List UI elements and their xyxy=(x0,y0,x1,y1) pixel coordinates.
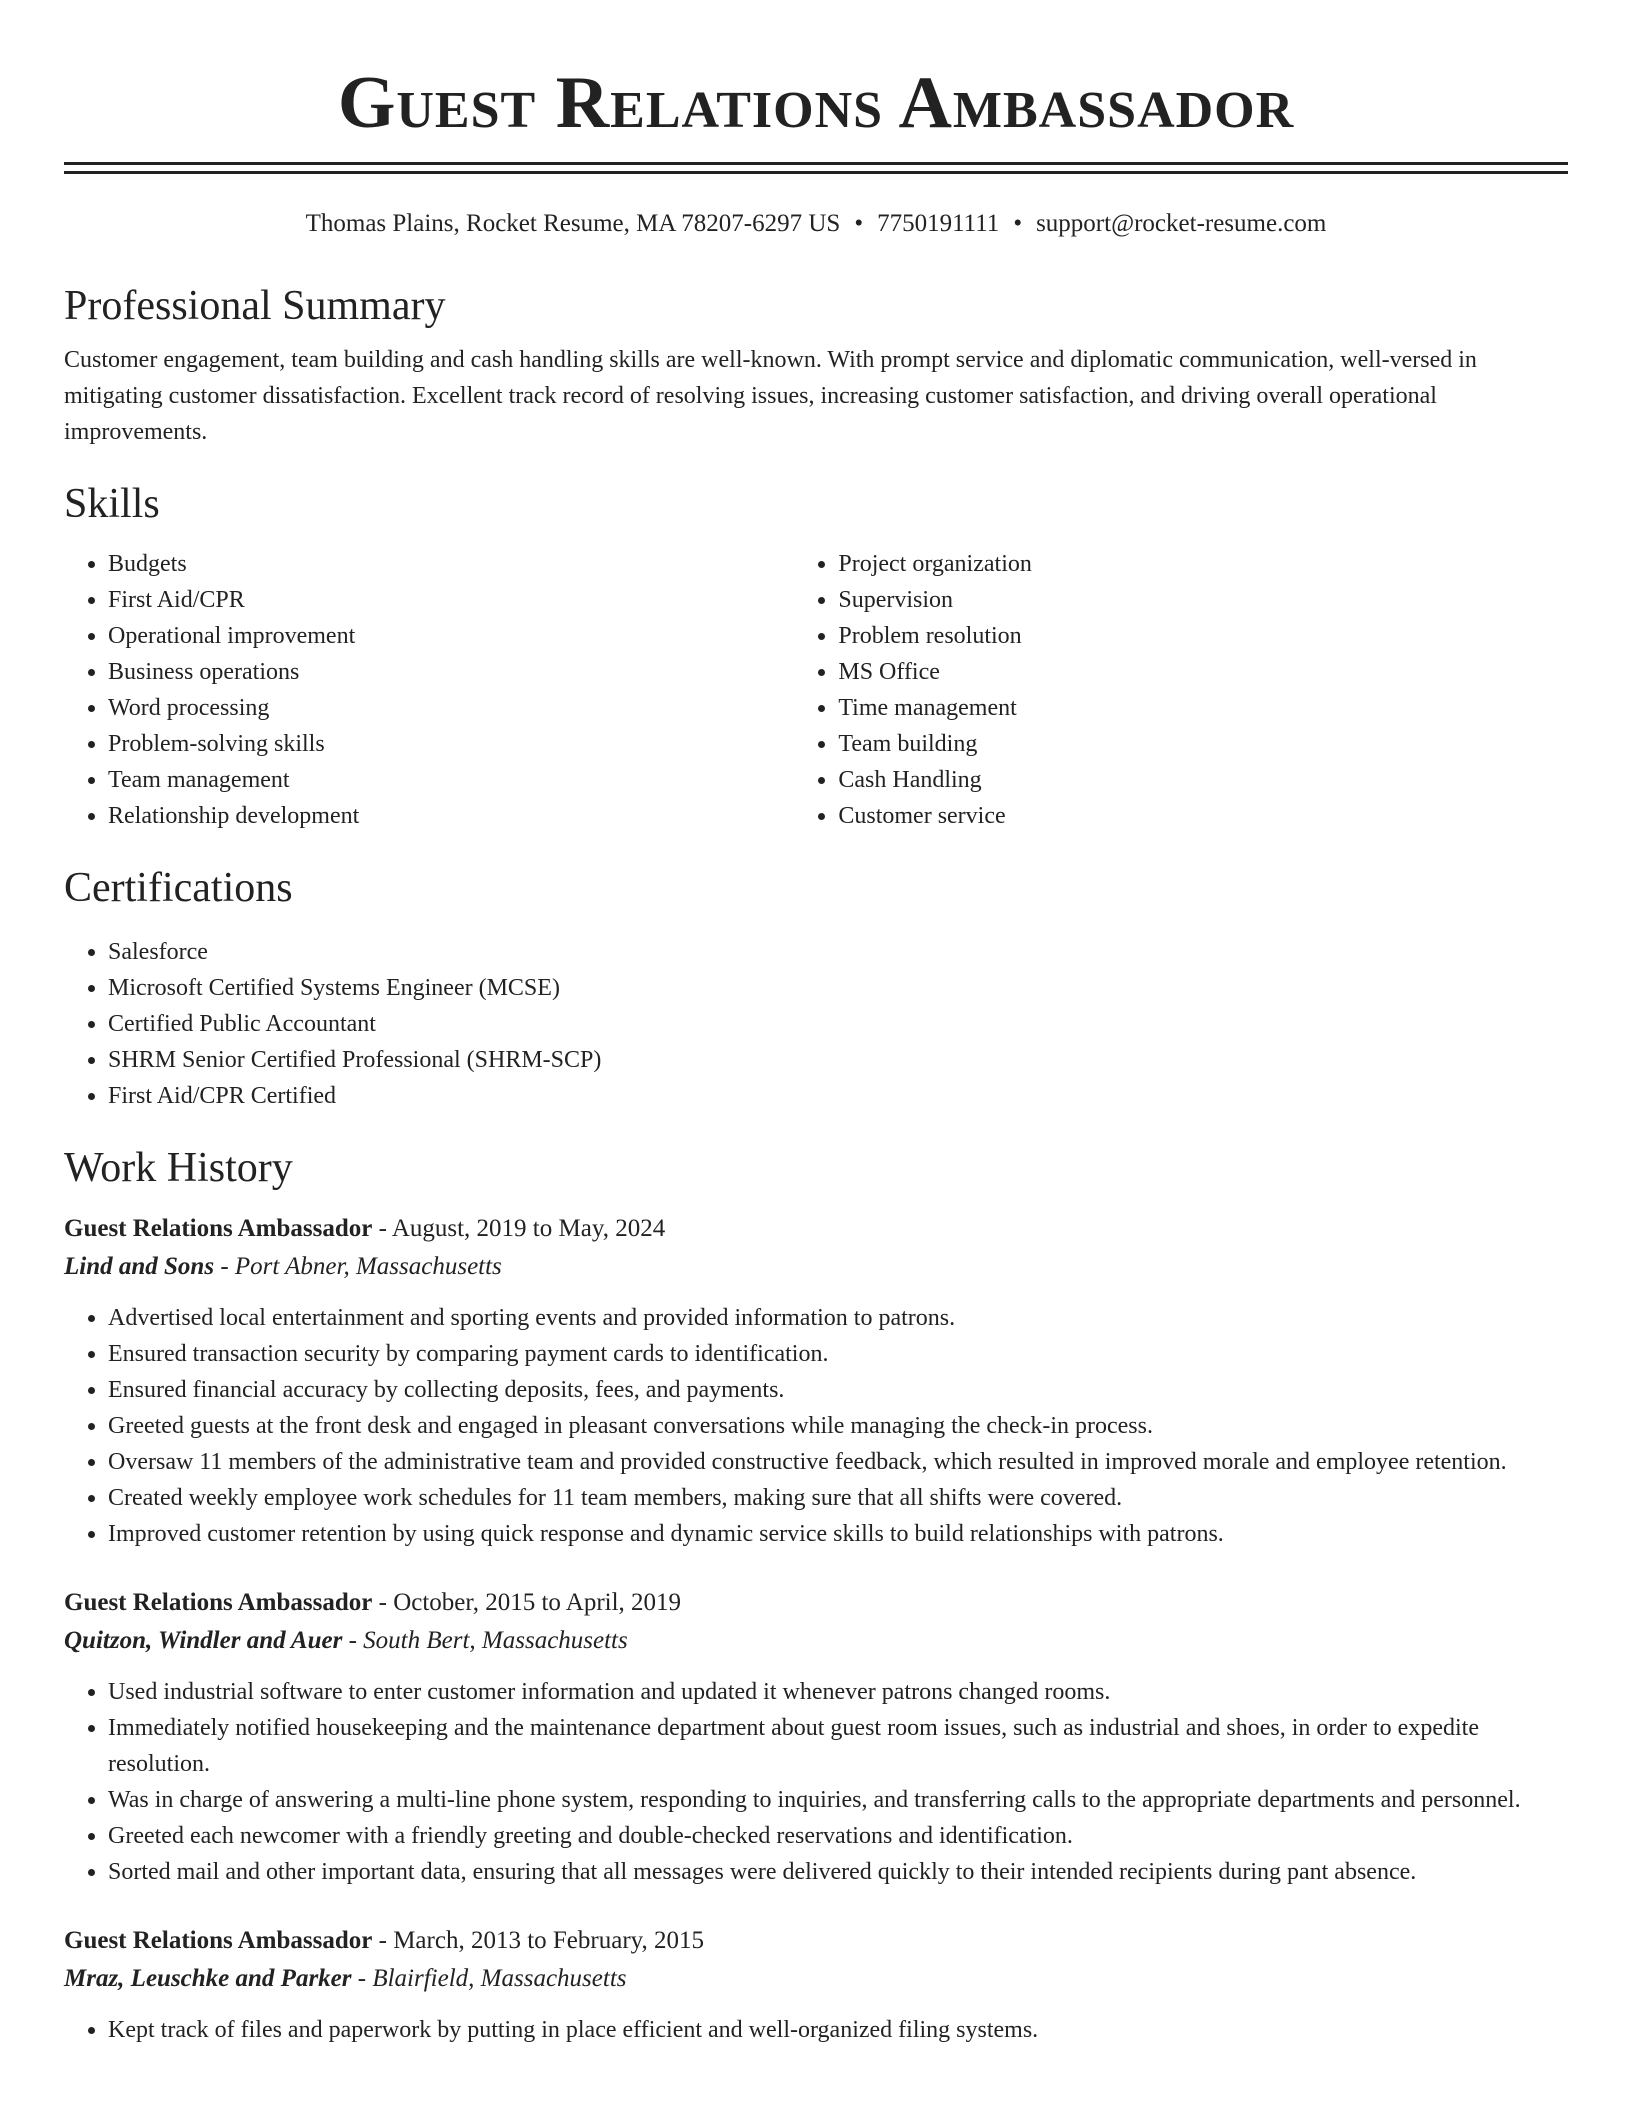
job-bullet: • Ensured transaction security by comparing payment cards to identification. xyxy=(108,1336,1568,1372)
job-bullet: • Used industrial software to enter customer information and updated it whenever patrons changed rooms. xyxy=(108,1674,1568,1710)
skill-item: • Team management xyxy=(108,762,794,798)
certification-item: • Certified Public Accountant xyxy=(108,1006,1568,1042)
job-title-line xyxy=(64,1210,1568,1248)
job-title: Guest Relations Ambassador xyxy=(64,1589,373,1616)
skill-item: • Word processing xyxy=(108,690,794,726)
skill-item: • Relationship development xyxy=(108,798,794,834)
job-bullet: • Advertised local entertainment and sporting events and provided information to patrons. xyxy=(108,1300,1568,1336)
contact-separator: • xyxy=(1013,210,1023,237)
contact-phone: 7750191111 xyxy=(877,210,1000,237)
title-divider-thick xyxy=(64,162,1568,165)
skill-item: • First Aid/CPR xyxy=(108,582,794,618)
work-history-heading: Work History xyxy=(64,1145,293,1191)
certification-item: • SHRM Senior Certified Professional (SHRM-SCP) xyxy=(108,1042,1568,1078)
certification-item: • Salesforce xyxy=(108,934,1568,970)
job-title: Guest Relations Ambassador xyxy=(64,1927,373,1954)
job-company: Quitzon, Windler and Auer xyxy=(64,1627,343,1654)
job-bullets xyxy=(64,1674,1568,1890)
job-dates: - March, 2013 to February, 2015 xyxy=(378,1927,705,1954)
job-title-line xyxy=(64,1922,1568,1960)
job-location: - Port Abner, Massachusetts xyxy=(220,1253,502,1280)
job-entry xyxy=(64,1210,1568,1552)
title-divider-thin xyxy=(64,171,1568,174)
summary-heading: Professional Summary xyxy=(64,283,446,329)
skill-item: • Time management xyxy=(838,690,1568,726)
certification-item: • First Aid/CPR Certified xyxy=(108,1078,1568,1114)
skills-heading: Skills xyxy=(64,481,160,527)
job-company-line xyxy=(64,1960,1568,1998)
job-company: Mraz, Leuschke and Parker xyxy=(64,1965,352,1992)
summary-section xyxy=(64,280,1568,450)
job-title: Guest Relations Ambassador xyxy=(64,1215,373,1242)
job-bullet: • Was in charge of answering a multi-line phone system, responding to inquiries, and transferring calls to the appropriate departments and personnel. xyxy=(108,1782,1568,1818)
contact-line xyxy=(64,208,1568,240)
skills-section xyxy=(64,478,1568,834)
contact-separator: • xyxy=(854,210,864,237)
job-company-line xyxy=(64,1248,1568,1286)
job-bullet: • Greeted guests at the front desk and engaged in pleasant conversations while managing the check-in process. xyxy=(108,1408,1568,1444)
skill-item: • Team building xyxy=(838,726,1568,762)
skill-item: • Supervision xyxy=(838,582,1568,618)
job-entry xyxy=(64,1584,1568,1890)
skills-grid xyxy=(64,546,1568,834)
job-title-line xyxy=(64,1584,1568,1622)
skills-list-right xyxy=(794,546,1568,834)
job-entry xyxy=(64,1922,1568,2048)
contact-address: Thomas Plains, Rocket Resume, MA 78207-6297 US xyxy=(305,210,841,237)
skill-item: • Customer service xyxy=(838,798,1568,834)
job-dates: - October, 2015 to April, 2019 xyxy=(378,1589,682,1616)
job-company: Lind and Sons xyxy=(64,1253,215,1280)
job-bullets xyxy=(64,1300,1568,1552)
job-bullets xyxy=(64,2012,1568,2048)
certifications-list xyxy=(64,934,1568,1114)
job-location: - Blairfield, Massachusetts xyxy=(357,1965,627,1992)
skill-item: • Budgets xyxy=(108,546,794,582)
work-history-section xyxy=(64,1142,1568,2048)
job-bullet: • Kept track of files and paperwork by putting in place efficient and well-organized filing systems. xyxy=(108,2012,1568,2048)
skill-item: • Project organization xyxy=(838,546,1568,582)
job-dates: - August, 2019 to May, 2024 xyxy=(378,1215,666,1242)
job-bullet: • Oversaw 11 members of the administrative team and provided constructive feedback, which resulted in improved morale and employee retention. xyxy=(108,1444,1568,1480)
skill-item: • Cash Handling xyxy=(838,762,1568,798)
job-location: - South Bert, Massachusetts xyxy=(348,1627,628,1654)
skill-item: • Operational improvement xyxy=(108,618,794,654)
certification-item: • Microsoft Certified Systems Engineer (MCSE) xyxy=(108,970,1568,1006)
job-bullet: • Improved customer retention by using quick response and dynamic service skills to build relationships with patrons. xyxy=(108,1516,1568,1552)
job-bullet: • Immediately notified housekeeping and the maintenance department about guest room issues, such as industrial and shoes, in order to expedite resolution. xyxy=(108,1710,1568,1782)
summary-text: Customer engagement, team building and cash handling skills are well-known. With prompt service and diplomatic communication, well-versed in mitigating customer dissatisfaction. Excellent track record of resolving issues, increasing customer satisfaction, and driving overall operational improvements. xyxy=(64,347,1477,445)
job-bullet: • Ensured financial accuracy by collecting deposits, fees, and payments. xyxy=(108,1372,1568,1408)
skill-item: • MS Office xyxy=(838,654,1568,690)
resume-title: Guest Relations Ambassador xyxy=(337,62,1295,144)
job-company-line xyxy=(64,1622,1568,1660)
skill-item: • Business operations xyxy=(108,654,794,690)
skills-list-left xyxy=(64,546,794,834)
job-bullet: • Greeted each newcomer with a friendly greeting and double-checked reservations and identification. xyxy=(108,1818,1568,1854)
skill-item: • Problem resolution xyxy=(838,618,1568,654)
certifications-section xyxy=(64,862,1568,1114)
contact-email: support@rocket-resume.com xyxy=(1036,210,1327,237)
job-bullet: • Created weekly employee work schedules for 11 team members, making sure that all shifts were covered. xyxy=(108,1480,1568,1516)
job-bullet: • Sorted mail and other important data, ensuring that all messages were delivered quickly to their intended recipients during pant absence. xyxy=(108,1854,1568,1890)
certifications-heading: Certifications xyxy=(64,865,293,911)
skill-item: • Problem-solving skills xyxy=(108,726,794,762)
